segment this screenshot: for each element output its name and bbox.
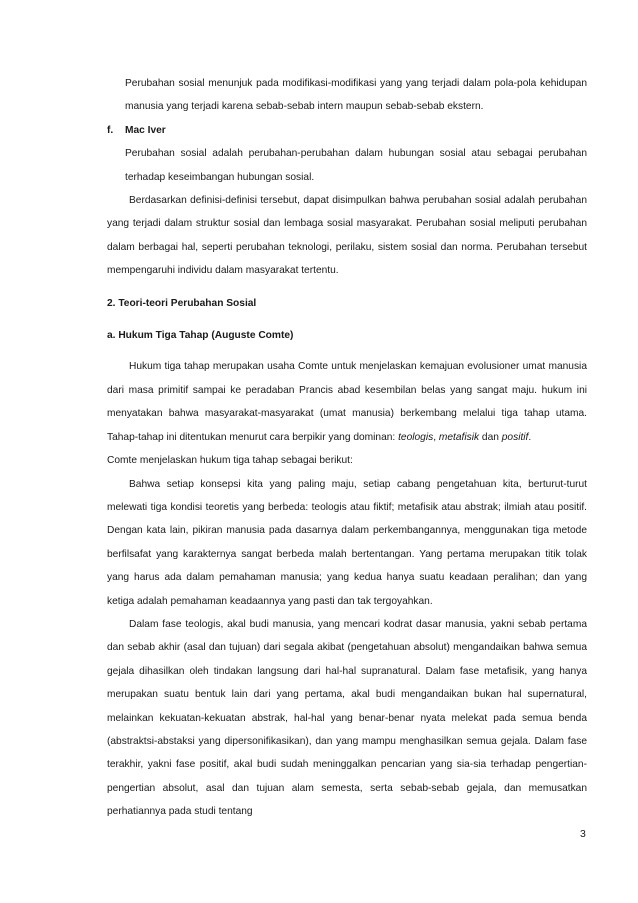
paragraph-definition-f: Perubahan sosial adalah perubahan-perubahan dalam hubungan sosial atau sebagai perubahan terhadap keseimbangan hubungan sosial. <box>125 148 587 183</box>
text-run: dan <box>479 431 502 443</box>
section-heading: 2. Teori-teori Perubahan Sosial <box>107 297 257 309</box>
text-run: Hukum tiga tahap merupakan usaha Comte untuk menjelaskan kemajuan evolusioner umat manusia dari masa primitif sampai ke peradaban Prancis abad kesembilan belas yang sangat maju. hukum ini menyatakan bahwa masyarakat-masyarakat (umat manusia) berkembang melalui tiga tahap utama. Tahap-tahap ini ditentukan menurut cara berpikir yang dominan: <box>107 361 587 443</box>
paragraph-phases: Dalam fase teologis, akal budi manusia, yang mencari kodrat dasar manusia, yakni sebab pertama dan sebab akhir (asal dan tujuan) dari segala akibat (pengetahuan absolut) mengandaikan bahwa semua gejala dihasilkan oleh tindakan langsung dari hal-hal supranatural. Dalam fase metafisik, yang hanya merupakan suatu bentuk lain dari yang pertama, akal budi mengandaikan bukan hal supernatural, melainkan kekuatan-kekuatan abstrak, hal-hal yang benar-benar nyata melekat pada semua benda (abstraktsi-abstaksi yang dipersonifikasikan), dan yang mampu menghasilkan semua gejala. Dalam fase terakhir, yakni fase positif, akal budi sudah meninggalkan pencarian yang sia-sia terhadap pengertian-pengertian absolut, asal dan tujuan alam semesta, serta sebab-sebab gejala, dan memusatkan perhatiannya pada studi tentang <box>107 618 587 818</box>
subheading-mac-iver <box>107 119 587 142</box>
paragraph-quote: Bahwa setiap konsepsi kita yang paling maju, setiap cabang pengetahuan kita, berturut-turut melewati tiga kondisi teoretis yang berbeda: teologis atau fiktif; metafisik atau abstrak; ilmiah atau positif. Dengan kata lain, pikiran manusia pada dasarnya dalam perkembangannya, menggunakan tiga metode berfilsafat yang karakternya sangat berbeda malah bertentangan. Yang pertama merupakan titik tolak yang harus ada dalam pemahaman manusia; yang kedua hanya suatu keadaan peralihan; dan yang ketiga adalah pemahaman keadaannya yang pasti dan tak tergoyahkan. <box>107 478 587 607</box>
paragraph-three-stages <box>107 355 587 449</box>
term-positif: positif <box>501 431 529 443</box>
paragraph-definition-e: Perubahan sosial menunjuk pada modifikasi-modifikasi yang yang terjadi dalam pola-pola kehidupan manusia yang terjadi karena sebab-sebab intern maupun sebab-sebab ekstern. <box>125 78 587 113</box>
page-body <box>107 72 587 824</box>
subheading-title: Mac Iver <box>125 124 166 136</box>
text-run: . <box>528 431 532 443</box>
subsection-heading: a. Hukum Tiga Tahap (Auguste Comte) <box>107 330 294 342</box>
paragraph-intro-quote: Comte menjelaskan hukum tiga tahap sebagai berikut: <box>107 455 353 467</box>
term-teologis: teologis <box>398 431 434 443</box>
paragraph-conclusion: Berdasarkan definisi-definisi tersebut, dapat disimpulkan bahwa perubahan sosial adalah perubahan yang terjadi dalam struktur sosial dan lembaga sosial masyarakat. Perubahan sosial meliputi perubahan dalam berbagai hal, seperti perubahan teknologi, perilaku, sistem sosial dan norma. Perubahan tersebut mempengaruhi individu dalam masyarakat tertentu. <box>107 195 587 277</box>
list-label: f. <box>107 124 114 136</box>
text-run: , <box>433 431 439 443</box>
page-number: 3 <box>580 828 586 840</box>
term-metafisik: metafisik <box>438 431 480 443</box>
